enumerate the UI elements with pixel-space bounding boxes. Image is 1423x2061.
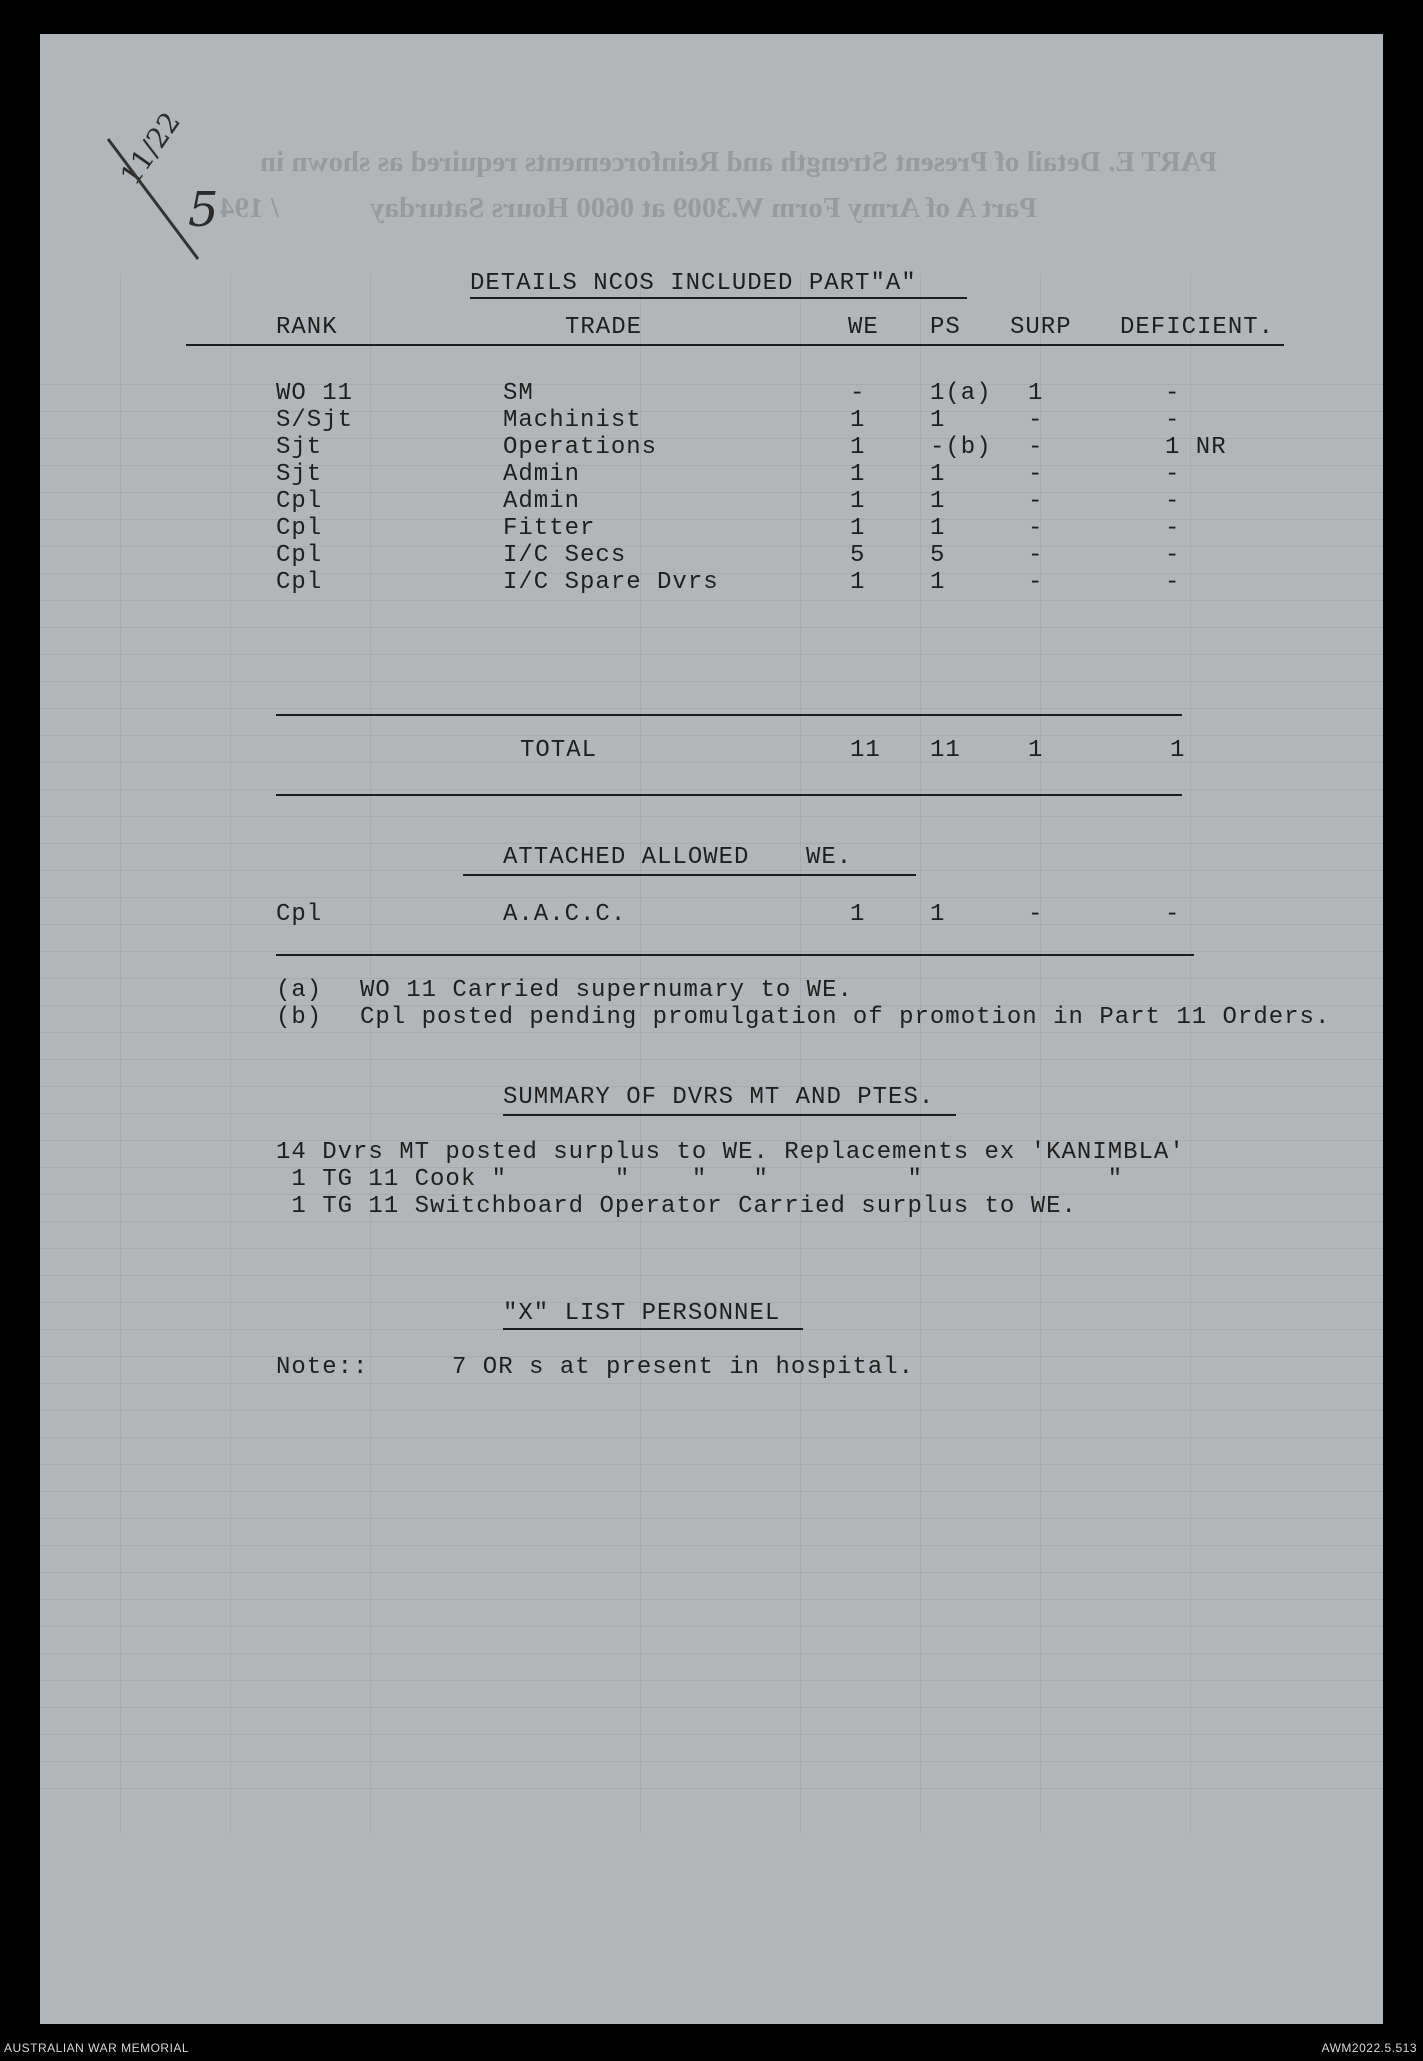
form-rule-line — [40, 546, 1383, 547]
attached-rank: Cpl — [276, 901, 323, 928]
summary-underline — [503, 1114, 956, 1116]
row-trade: Admin — [503, 488, 581, 515]
row-we: 1 — [850, 569, 866, 596]
form-rule-line — [40, 1491, 1383, 1492]
attached-underline — [463, 874, 916, 876]
row-surp: - — [1028, 461, 1044, 488]
attached-heading: ATTACHED ALLOWED — [503, 844, 750, 871]
note-b-text: Cpl posted pending promulgation of promotion in Part 11 Orders. — [360, 1004, 1331, 1031]
row-surp: 1 — [1028, 380, 1044, 407]
row-ps: 1 — [930, 515, 946, 542]
background-form-date: / 194 — [220, 192, 279, 224]
document-page — [40, 34, 1383, 2024]
form-column-line — [1190, 274, 1191, 1834]
row-trade: I/C Spare Dvrs — [503, 569, 719, 596]
row-ps: 1 — [930, 461, 946, 488]
background-form-subtitle: Part A of Army Form W.3009 at 0600 Hours Saturday — [370, 192, 1037, 224]
xlist-underline — [503, 1328, 803, 1330]
title-underline — [470, 297, 967, 299]
row-deficient: - — [1165, 380, 1181, 407]
form-rule-line — [40, 1653, 1383, 1654]
row-rank: Cpl — [276, 488, 323, 515]
form-rule-line — [40, 654, 1383, 655]
row-deficient: - — [1165, 569, 1181, 596]
form-column-line — [640, 274, 641, 1834]
footer-institution: AUSTRALIAN WAR MEMORIAL — [4, 2041, 190, 2055]
form-rule-line — [40, 924, 1383, 925]
row-trade: Fitter — [503, 515, 596, 542]
form-rule-line — [40, 492, 1383, 493]
col-header-rank: RANK — [276, 314, 338, 341]
form-rule-line — [40, 1437, 1383, 1438]
form-column-line — [120, 274, 121, 1834]
row-deficient: - — [1165, 515, 1181, 542]
row-trade: I/C Secs — [503, 542, 627, 569]
row-rank: Cpl — [276, 569, 323, 596]
row-ps: 1(a) — [930, 380, 992, 407]
form-rule-line — [40, 1221, 1383, 1222]
total-rule-bottom — [276, 794, 1182, 796]
xlist-note-label: Note:: — [276, 1354, 369, 1381]
form-rule-line — [40, 519, 1383, 520]
form-rule-line — [40, 1059, 1383, 1060]
row-surp: - — [1028, 488, 1044, 515]
form-rule-line — [40, 1626, 1383, 1627]
row-ps: 1 — [930, 569, 946, 596]
attached-ps: 1 — [930, 901, 946, 928]
form-column-line — [920, 274, 921, 1834]
xlist-note-text: 7 OR s at present in hospital. — [452, 1354, 915, 1381]
form-rule-line — [40, 1599, 1383, 1600]
xlist-heading: "X" LIST PERSONNEL — [503, 1300, 781, 1327]
row-surp: - — [1028, 542, 1044, 569]
total-deficient: 1 — [1170, 737, 1186, 764]
handwritten-page-number: 5 — [188, 182, 219, 238]
row-trade: SM — [503, 380, 534, 407]
form-rule-line — [40, 1383, 1383, 1384]
form-rule-line — [40, 1680, 1383, 1681]
row-ps: 1 — [930, 488, 946, 515]
col-header-deficient: DEFICIENT. — [1120, 314, 1275, 341]
row-trade: Admin — [503, 461, 581, 488]
row-ps: -(b) — [930, 434, 992, 461]
footer-accession: AWM2022.5.513 — [1321, 2041, 1417, 2055]
attached-we: 1 — [850, 901, 866, 928]
row-deficient: - — [1165, 488, 1181, 515]
attached-trade: A.A.C.C. — [503, 901, 627, 928]
form-column-line — [800, 274, 801, 1834]
row-deficient: 1 NR — [1165, 434, 1227, 461]
attached-rule — [276, 954, 1194, 956]
summary-line-3: 1 TG 11 Switchboard Operator Carried surplus to WE. — [276, 1193, 1077, 1220]
summary-line-2: 1 TG 11 Cook " " " " " " — [276, 1166, 1124, 1193]
form-rule-line — [40, 951, 1383, 952]
col-header-trade: TRADE — [565, 314, 643, 341]
form-rule-line — [40, 897, 1383, 898]
handwritten-stroke — [100, 129, 220, 269]
note-a-text: WO 11 Carried supernumary to WE. — [360, 977, 853, 1004]
total-label: TOTAL — [520, 737, 598, 764]
form-rule-line — [40, 627, 1383, 628]
form-rule-line — [40, 1248, 1383, 1249]
form-rule-line — [40, 1518, 1383, 1519]
form-rule-line — [40, 1734, 1383, 1735]
total-rule-top — [276, 714, 1182, 716]
row-we: 1 — [850, 515, 866, 542]
form-rule-line — [40, 1707, 1383, 1708]
row-we: 5 — [850, 542, 866, 569]
attached-deficient: - — [1165, 901, 1181, 928]
row-deficient: - — [1165, 542, 1181, 569]
row-surp: - — [1028, 515, 1044, 542]
form-rule-line — [40, 735, 1383, 736]
form-rule-line — [40, 1464, 1383, 1465]
form-rule-line — [40, 1410, 1383, 1411]
col-header-surp: SURP — [1010, 314, 1072, 341]
row-rank: Sjt — [276, 461, 323, 488]
summary-heading: SUMMARY OF DVRS MT AND PTES. — [503, 1084, 935, 1111]
form-rule-line — [40, 600, 1383, 601]
row-rank: Sjt — [276, 434, 323, 461]
row-trade: Operations — [503, 434, 658, 461]
form-rule-line — [40, 1788, 1383, 1789]
form-rule-line — [40, 789, 1383, 790]
row-deficient: - — [1165, 461, 1181, 488]
note-a-mark: (a) — [276, 977, 323, 1004]
row-we: 1 — [850, 434, 866, 461]
row-rank: S/Sjt — [276, 407, 354, 434]
row-rank: Cpl — [276, 515, 323, 542]
note-b-mark: (b) — [276, 1004, 323, 1031]
form-rule-line — [40, 384, 1383, 385]
form-rule-line — [40, 1545, 1383, 1546]
row-we: 1 — [850, 461, 866, 488]
attached-surp: - — [1028, 901, 1044, 928]
form-rule-line — [40, 708, 1383, 709]
row-deficient: - — [1165, 407, 1181, 434]
row-ps: 1 — [930, 407, 946, 434]
form-column-line — [230, 274, 231, 1834]
background-form-title: PART E. Detail of Present Strength and Reinforcements required as shown in — [260, 146, 1218, 178]
row-we: 1 — [850, 488, 866, 515]
row-trade: Machinist — [503, 407, 642, 434]
col-header-we: WE — [848, 314, 879, 341]
row-surp: - — [1028, 569, 1044, 596]
total-surp: 1 — [1028, 737, 1044, 764]
form-rule-line — [40, 1761, 1383, 1762]
row-surp: - — [1028, 407, 1044, 434]
form-rule-line — [40, 1275, 1383, 1276]
total-we: 11 — [850, 737, 881, 764]
row-ps: 5 — [930, 542, 946, 569]
form-rule-line — [40, 411, 1383, 412]
form-rule-line — [40, 681, 1383, 682]
attached-heading-we: WE. — [806, 844, 853, 871]
col-header-ps: PS — [930, 314, 961, 341]
row-we: 1 — [850, 407, 866, 434]
handwritten-reference: 11/22 — [113, 105, 188, 192]
form-rule-line — [40, 816, 1383, 817]
form-rule-line — [40, 465, 1383, 466]
form-rule-line — [40, 1032, 1383, 1033]
row-rank: WO 11 — [276, 380, 354, 407]
page-title: DETAILS NCOS INCLUDED PART"A" — [470, 270, 917, 297]
row-rank: Cpl — [276, 542, 323, 569]
form-rule-line — [40, 1572, 1383, 1573]
row-surp: - — [1028, 434, 1044, 461]
summary-line-1: 14 Dvrs MT posted surplus to WE. Replacements ex 'KANIMBLA' — [276, 1139, 1185, 1166]
row-we: - — [850, 380, 866, 407]
total-ps: 11 — [930, 737, 961, 764]
header-rule — [186, 344, 1284, 346]
form-column-line — [370, 274, 371, 1834]
